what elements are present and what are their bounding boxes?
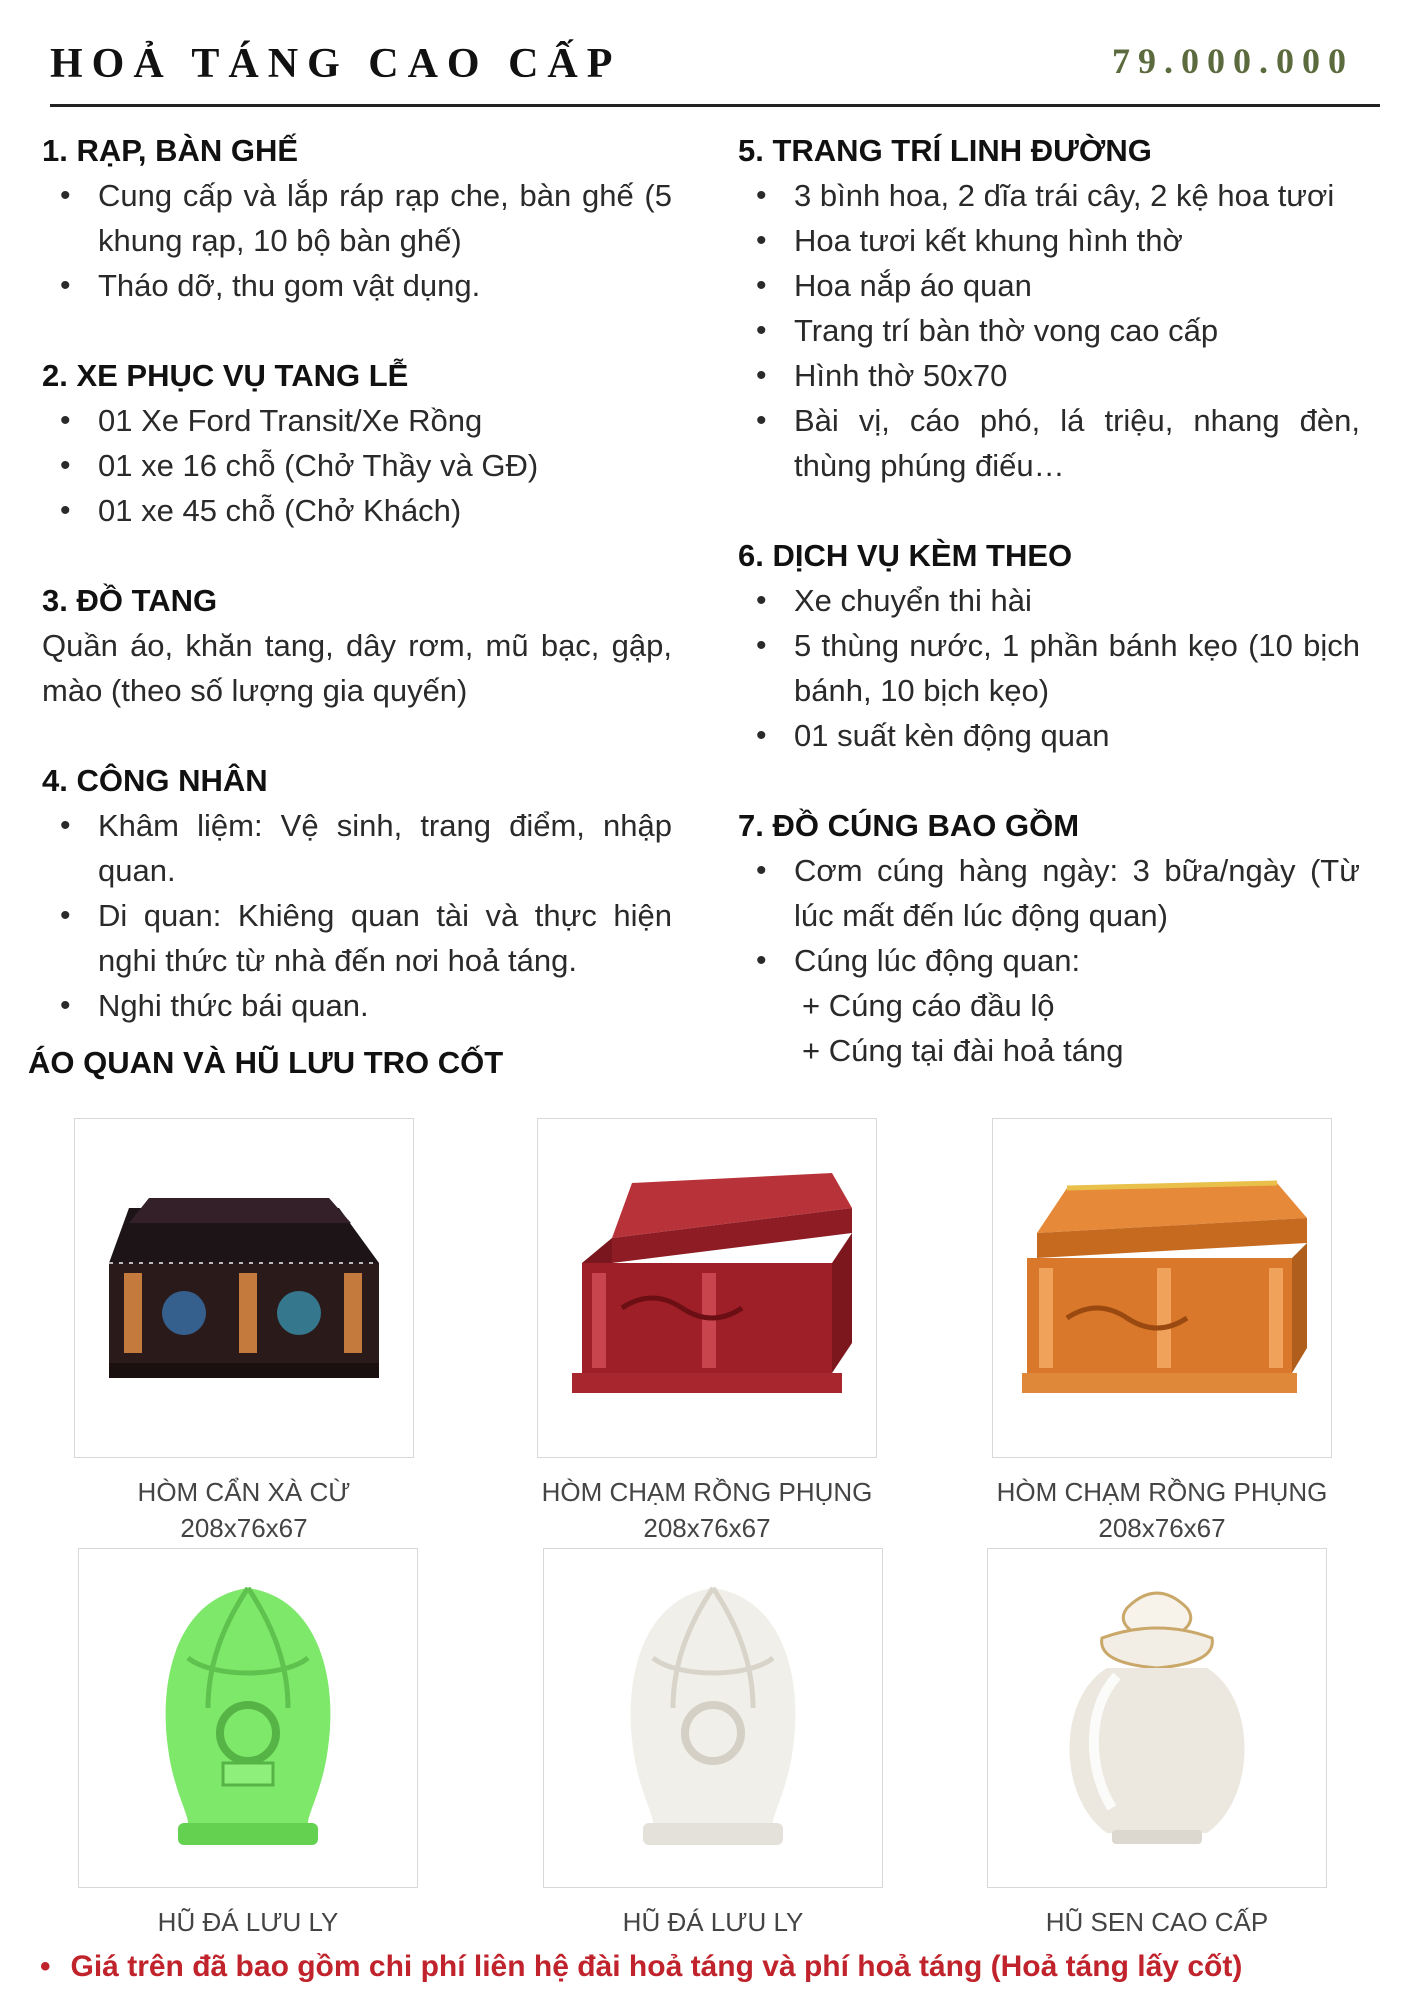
product-card (543, 1548, 883, 1940)
product-name: HŨ ĐÁ LƯU LY (622, 1907, 804, 1937)
product-name: HÒM CẨN XÀ CỪ (137, 1477, 351, 1507)
product-caption (992, 1474, 1332, 1546)
product-caption (78, 1904, 418, 1940)
sub-item: + Cúng cáo đầu lộ (802, 988, 1055, 1023)
product-name: HÒM CHẠM RỒNG PHỤNG (996, 1477, 1328, 1507)
product-name: HŨ SEN CAO CẤP (1045, 1907, 1269, 1937)
product-image-frame (987, 1548, 1327, 1888)
product-caption (537, 1474, 877, 1546)
sub-item: + Cúng tại đài hoả táng (802, 1033, 1124, 1068)
list-item: • Hoa nắp áo quan (738, 263, 1360, 308)
product-size: 208x76x67 (1098, 1513, 1226, 1543)
section-title: 3. ĐỒ TANG (42, 583, 218, 618)
section-title: 2. XE PHỤC VỤ TANG LỄ (42, 358, 409, 393)
section-text: Quần áo, khăn tang, dây rơm, mũ bạc, gập, mào (theo số lượng gia quyến) (42, 628, 672, 708)
section-do-tang (42, 578, 672, 713)
list-item: • 5 thùng nước, 1 phần bánh kẹo (10 bịch bánh, 10 bịch kẹo) (738, 623, 1360, 713)
product-caption (74, 1474, 414, 1546)
list-item: • 01 Xe Ford Transit/Xe Rồng (42, 398, 672, 443)
list-item: • 01 suất kèn động quan (738, 713, 1360, 758)
section-cong-nhan (42, 758, 672, 1028)
product-name: HŨ ĐÁ LƯU LY (157, 1907, 339, 1937)
list-item: • 01 xe 16 chỗ (Chở Thầy và GĐ) (42, 443, 672, 488)
section-title: 4. CÔNG NHÂN (42, 763, 268, 798)
product-card (78, 1548, 418, 1940)
product-image-frame (74, 1118, 414, 1458)
coffin-mother-of-pearl-image (89, 1168, 399, 1408)
product-caption (543, 1904, 883, 1940)
coffin-dragon-phoenix-red-image (552, 1158, 862, 1418)
urn-white-glass-image (583, 1568, 843, 1868)
list-item: • Nghi thức bái quan. (42, 983, 672, 1028)
section-title: 7. ĐỒ CÚNG BAO GỒM (738, 808, 1080, 843)
product-name: HÒM CHẠM RỒNG PHỤNG (541, 1477, 873, 1507)
list-item: • Bài vị, cáo phó, lá triệu, nhang đèn, thùng phúng điếu… (738, 398, 1360, 488)
list-item: • Hoa tươi kết khung hình thờ (738, 218, 1360, 263)
list-item: • Hình thờ 50x70 (738, 353, 1360, 398)
price-note: • Giá trên đã bao gồm chi phí liên hệ đài hoả táng và phí hoả táng (Hoả táng lấy cốt) (40, 1950, 1242, 1984)
list-item: • 01 xe 45 chỗ (Chở Khách) (42, 488, 672, 533)
section-title: 5. TRANG TRÍ LINH ĐƯỜNG (738, 133, 1152, 168)
product-caption (987, 1904, 1327, 1940)
section-dich-vu (738, 533, 1360, 758)
list-item: • Xe chuyển thi hài (738, 578, 1360, 623)
list-item: • 3 bình hoa, 2 dĩa trái cây, 2 kệ hoa tươi (738, 173, 1360, 218)
section-trang-tri (738, 128, 1360, 488)
header-divider (50, 104, 1380, 107)
list-item: • Khâm liệm: Vệ sinh, trang điểm, nhập quan. (42, 803, 672, 893)
product-size: 208x76x67 (643, 1513, 771, 1543)
list-item: • Cung cấp và lắp ráp rạp che, bàn ghế (5 khung rạp, 10 bộ bàn ghế) (42, 173, 672, 263)
product-card (537, 1118, 877, 1546)
product-card (992, 1118, 1332, 1546)
section-title: 1. RẠP, BÀN GHẾ (42, 133, 299, 168)
product-card (987, 1548, 1327, 1940)
right-column (738, 128, 1360, 1118)
section-rap-ban-ghe (42, 128, 672, 308)
urn-lotus-ceramic-image (1027, 1568, 1287, 1868)
list-item: • Trang trí bàn thờ vong cao cấp (738, 308, 1360, 353)
coffin-dragon-phoenix-orange-image (1007, 1158, 1317, 1418)
product-image-frame (78, 1548, 418, 1888)
section-xe-phuc-vu (42, 353, 672, 533)
product-card (74, 1118, 414, 1546)
left-column (42, 128, 672, 1073)
urn-green-glass-image (118, 1568, 378, 1868)
list-item: • Tháo dỡ, thu gom vật dụng. (42, 263, 672, 308)
product-image-frame (543, 1548, 883, 1888)
product-image-frame (537, 1118, 877, 1458)
section-do-cung (738, 803, 1360, 1073)
gallery-title: ÁO QUAN VÀ HŨ LƯU TRO CỐT (28, 1045, 504, 1080)
package-price: 79.000.000 (1112, 41, 1354, 81)
list-item: • Cúng lúc động quan: (738, 938, 1360, 983)
product-image-frame (992, 1118, 1332, 1458)
section-title: 6. DỊCH VỤ KÈM THEO (738, 538, 1073, 573)
list-item: • Di quan: Khiêng quan tài và thực hiện nghi thức từ nhà đến nơi hoả táng. (42, 893, 672, 983)
product-size: 208x76x67 (180, 1513, 308, 1543)
list-item: • Cơm cúng hàng ngày: 3 bữa/ngày (Từ lúc mất đến lúc động quan) (738, 848, 1360, 938)
page-title: HOẢ TÁNG CAO CẤP (50, 41, 622, 87)
